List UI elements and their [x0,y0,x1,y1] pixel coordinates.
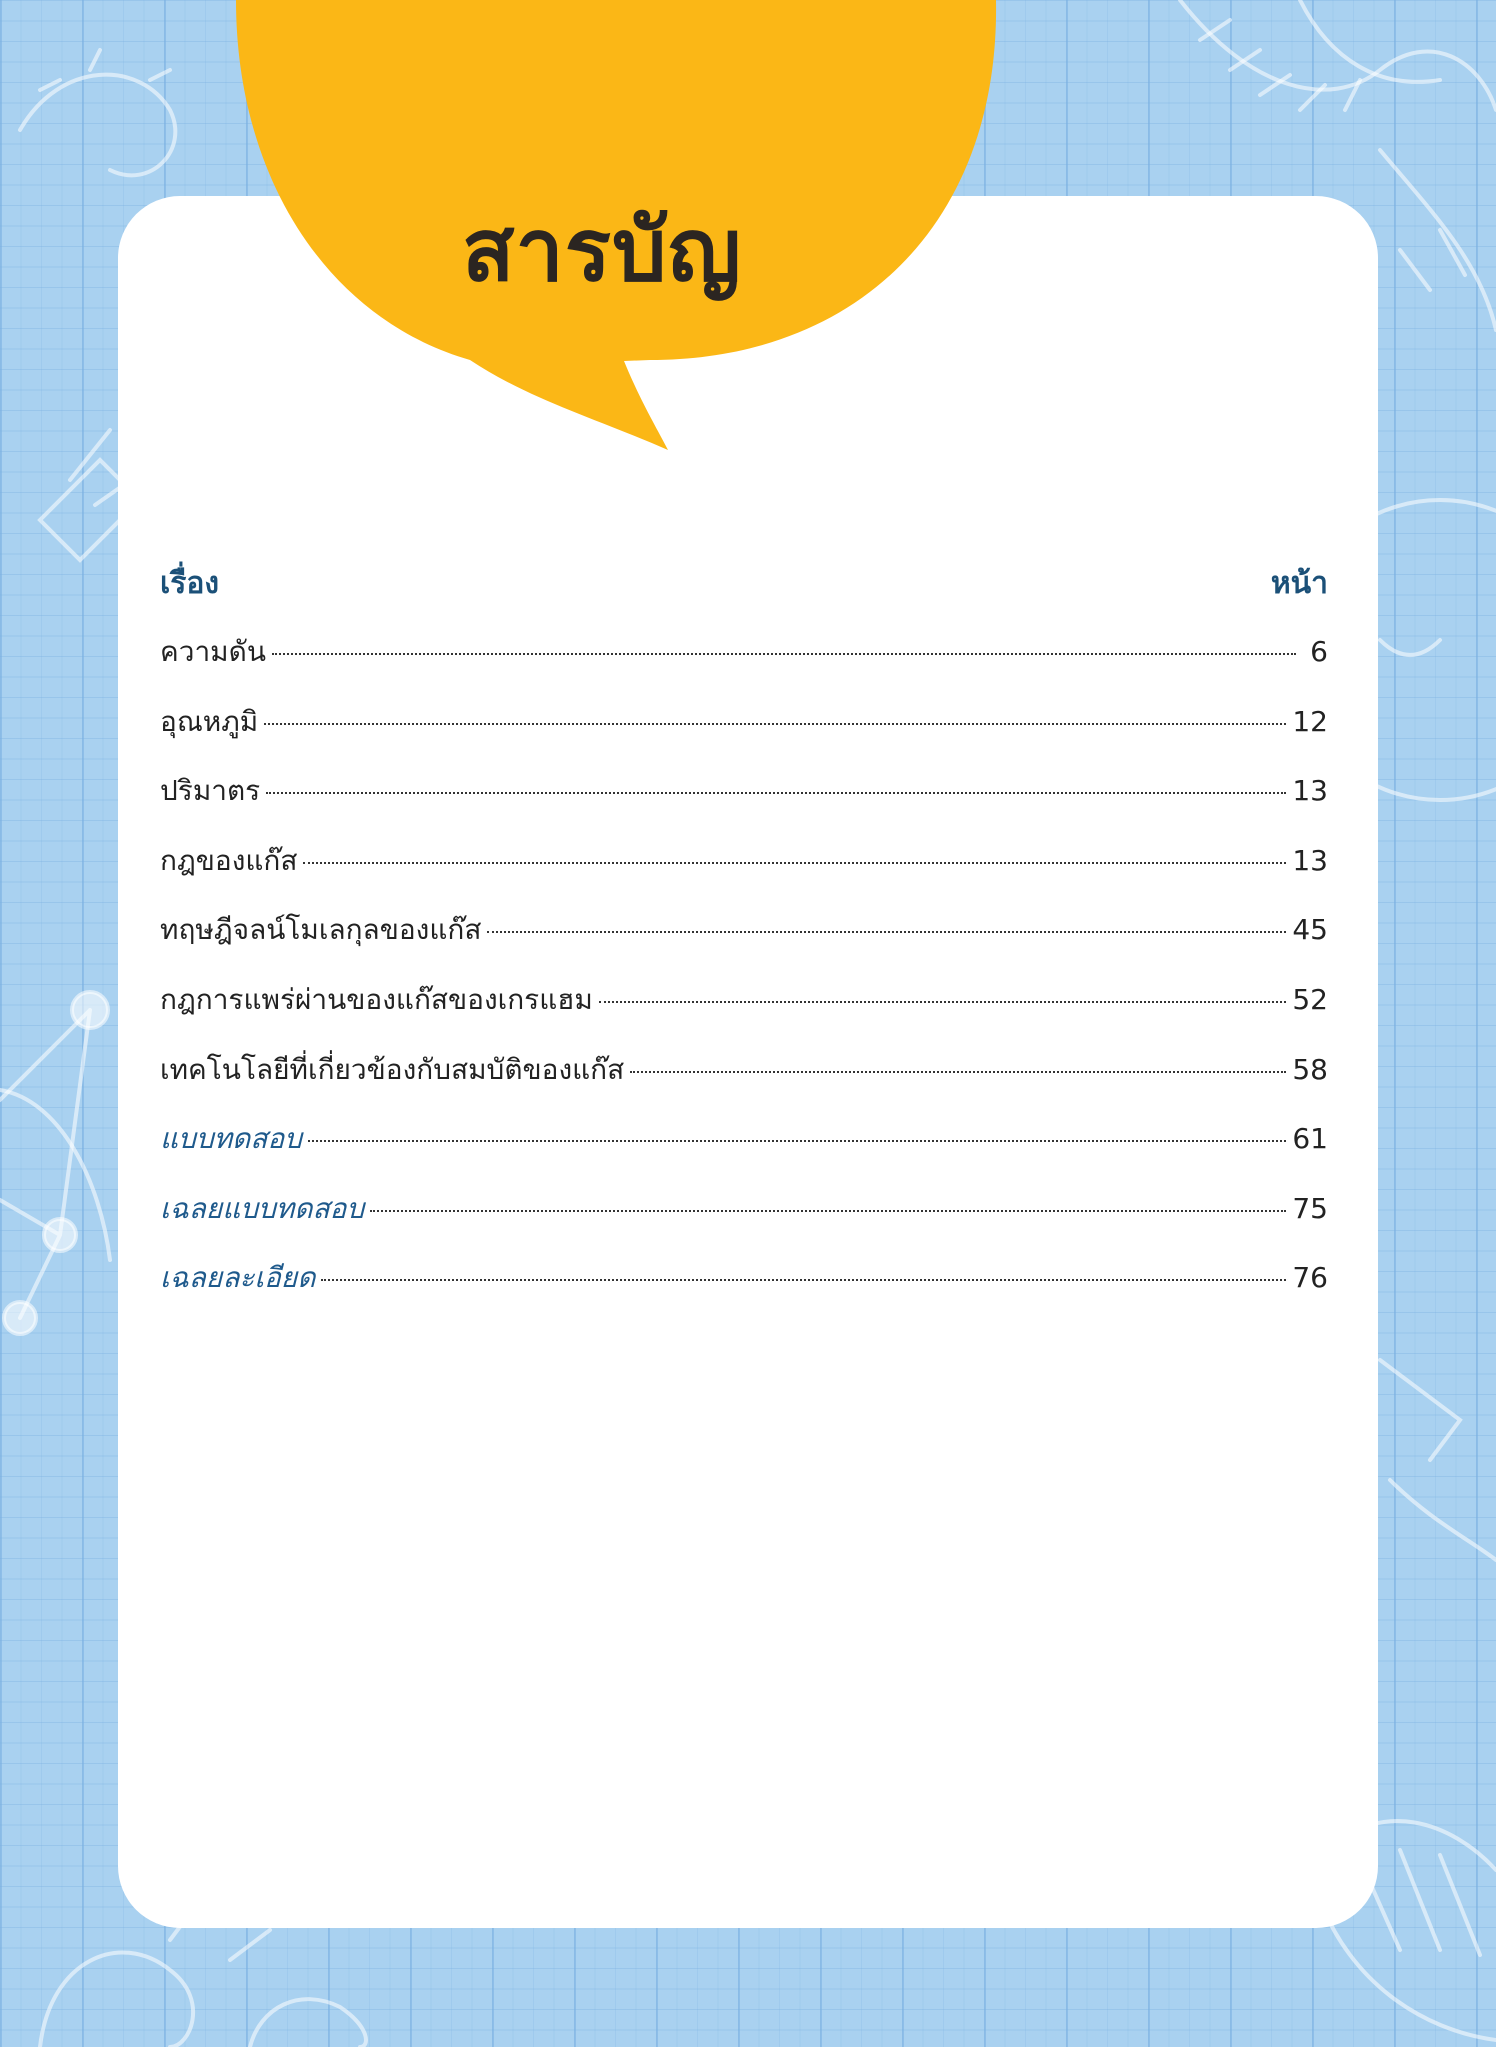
table-of-contents [160,560,1328,1326]
toc-dot-leader [303,862,1286,864]
toc-dot-leader [487,931,1286,933]
toc-entry-title: กฎของแก๊ส [160,843,298,877]
page-title: สารบัญ [462,201,742,301]
toc-entry-page: 12 [1292,704,1328,738]
toc-entry-page: 13 [1292,774,1328,808]
toc-entry-title: เฉลยละเอียด [160,1261,316,1295]
toc-entry-page: 13 [1292,843,1328,877]
toc-list [160,630,1328,1326]
toc-entry-title: ปริมาตร [160,774,261,808]
toc-entry-title: เฉลยแบบทดสอบ [160,1191,365,1225]
toc-entry-test[interactable] [160,1117,1328,1187]
toc-header [160,560,1328,618]
toc-entry-page: 76 [1292,1261,1328,1295]
toc-header-topic: เรื่อง [160,566,220,601]
toc-entry-test-answers[interactable] [160,1187,1328,1257]
toc-dot-leader [308,1140,1286,1142]
toc-entry-kinetic-theory[interactable] [160,908,1328,978]
toc-dot-leader [264,723,1286,725]
toc-entry-title: แบบทดสอบ [160,1122,302,1156]
toc-dot-leader [272,653,1296,655]
title-speech-bubble [0,0,1496,460]
toc-entry-gas-laws[interactable] [160,839,1328,909]
toc-entry-grahams-law[interactable] [160,978,1328,1048]
toc-entry-page: 52 [1292,982,1328,1016]
toc-entry-pressure[interactable] [160,630,1328,700]
toc-entry-temperature[interactable] [160,700,1328,770]
toc-entry-detailed-answers[interactable] [160,1256,1328,1326]
toc-entry-page: 75 [1292,1191,1328,1225]
toc-entry-page: 58 [1292,1052,1328,1086]
toc-entry-title: ทฤษฎีจลน์โมเลกุลของแก๊ส [160,913,482,947]
toc-entry-title: เทคโนโลยีที่เกี่ยวข้องกับสมบัติของแก๊ส [160,1052,625,1086]
toc-entry-title: ความดัน [160,635,266,668]
toc-dot-leader [321,1279,1286,1281]
toc-entry-page: 6 [1310,635,1328,668]
toc-entry-page: 61 [1292,1122,1328,1156]
toc-dot-leader [599,1001,1287,1003]
toc-entry-title: กฎการแพร่ผ่านของแก๊สของเกรแฮม [160,982,593,1016]
toc-dot-leader [266,792,1286,794]
toc-entry-title: อุณหภูมิ [160,704,259,738]
toc-dot-leader [370,1210,1286,1212]
toc-entry-gas-technology[interactable] [160,1048,1328,1118]
toc-entry-page: 45 [1292,913,1328,947]
toc-header-page: หน้า [1270,566,1328,601]
toc-dot-leader [630,1071,1286,1073]
toc-entry-volume[interactable] [160,769,1328,839]
